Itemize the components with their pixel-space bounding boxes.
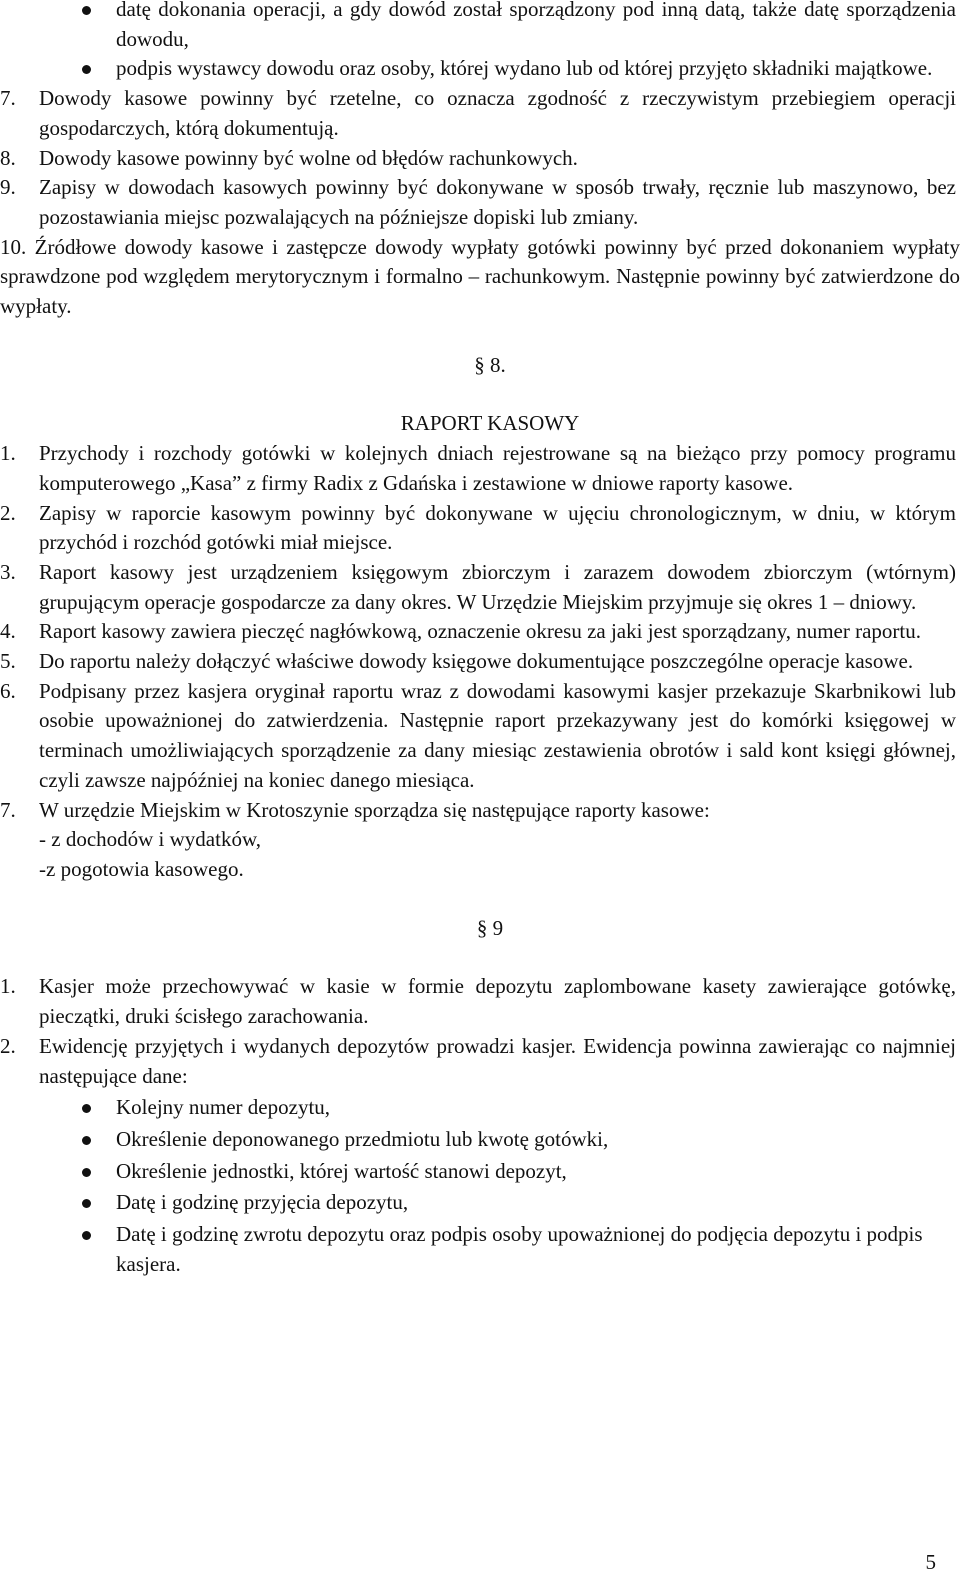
bullet-text: Określenie deponowanego przedmiotu lub kwotę gotówki, [116, 1126, 609, 1151]
bullet-text: podpis wystawcy dowodu oraz osoby, której wydano lub od której przyjęto składniki majątkowe. [116, 56, 933, 81]
item-number: 7. [0, 797, 16, 822]
bullet-icon [82, 1199, 91, 1208]
item-number: 8. [0, 145, 16, 170]
item-text: Kasjer może przechowywać w kasie w formie depozytu zaplombowane kasety zawierające gotówkę, pieczątki, druki ścisłego zarachowania. [39, 974, 956, 1029]
bullet-item [116, 1125, 956, 1155]
numbered-item [0, 144, 956, 174]
bullet-text: datę dokonania operacji, a gdy dowód został sporządzony pod inną datą, także datę sporządzenia dowodu, [116, 0, 956, 51]
dash-list-item: -z pogotowia kasowego. [39, 856, 244, 881]
item-text: Podpisany przez kasjera oryginał raportu wraz z dowodami kasowymi kasjer przekazuje Skarbnikowi lub osobie upoważnionej do zatwierdzenia. Następnie raport przekazywany jest do komórki księgowej w terminach umożliwiających sporządzenie za dany miesiąc zestawienia obrotów i sald kont księgi głównej, czyli zawsze najpóźniej na koniec danego miesiąca. [39, 678, 956, 792]
item-number: 1. [0, 441, 16, 466]
bullet-text: Określenie jednostki, której wartość stanowi depozyt, [116, 1158, 567, 1183]
bullet-item [116, 1220, 956, 1279]
bullet-item [116, 1093, 956, 1123]
bullet-icon [82, 1104, 91, 1113]
dash-list-item: - z dochodów i wydatków, [39, 827, 262, 852]
numbered-item [0, 1032, 956, 1091]
numbered-item [0, 972, 956, 1031]
bullet-item [116, 1188, 956, 1218]
item-text: Przychody i rozchody gotówki w kolejnych dniach rejestrowane są na bieżąco przy pomocy programu komputerowego „Kasa” z firmy Radix z Gdańska i zestawione w dniowe raporty kasowe. [39, 441, 956, 495]
item-number: 7. [0, 86, 16, 111]
numbered-item [0, 439, 956, 498]
item-text: Raport kasowy jest urządzeniem księgowym zbiorczym i zarazem dowodem zbiorczym (wtórnym) grupującym operacje gospodarcze za dany okres. W Urzędzie Miejskim przyjmuje się okres 1 – dniowy. [39, 559, 956, 614]
bullet-item [116, 1157, 956, 1187]
numbered-item [0, 647, 956, 677]
section-heading-8: § 8. [474, 352, 506, 377]
item-text: Zapisy w dowodach kasowych powinny być dokonywane w sposób trwały, ręcznie lub maszynowo, bez pozostawiania miejsc pozwalających na późniejsze dopiski lub zmiany. [39, 175, 956, 229]
numbered-item [0, 617, 956, 647]
item-number: 1. [0, 974, 16, 999]
item-number: 5. [0, 649, 16, 674]
numbered-item [0, 558, 956, 617]
bullet-text: Datę i godzinę zwrotu depozytu oraz podpis osoby upoważnionej do podjęcia depozytu i podpis kasjera. [116, 1222, 923, 1276]
numbered-item [0, 84, 956, 143]
bullet-item [116, 0, 956, 54]
numbered-item-10: 10. Źródłowe dowody kasowe i zastępcze dowody wypłaty gotówki powinny być przed dokonaniem wypłaty sprawdzone pod względem merytorycznym i formalno – rachunkowym. Następnie powinny być zatwierdzone do wypłaty. [0, 234, 960, 319]
bullet-icon [82, 1136, 91, 1145]
bullet-text: Kolejny numer depozytu, [116, 1095, 331, 1120]
item-number: 2. [0, 1033, 16, 1058]
item-number: 3. [0, 559, 16, 584]
item-text: Ewidencję przyjętych i wydanych depozytów prowadzi kasjer. Ewidencja powinna zawierając co najmniej następujące dane: [39, 1033, 956, 1088]
item-text: W urzędzie Miejskim w Krotoszynie sporządza się następujące raporty kasowe: [39, 797, 710, 822]
item-text: Dowody kasowe powinny być wolne od błędów rachunkowych. [39, 145, 578, 170]
section-heading-9: § 9 [476, 915, 504, 940]
numbered-item [0, 796, 956, 826]
bullet-icon [82, 65, 91, 74]
item-text: Do raportu należy dołączyć właściwe dowody księgowe dokumentujące poszczególne operacje kasowe. [39, 649, 914, 674]
bullet-text: Datę i godzinę przyjęcia depozytu, [116, 1190, 409, 1215]
section-title: RAPORT KASOWY [400, 411, 580, 436]
numbered-item [0, 173, 956, 232]
item-text: Raport kasowy zawiera pieczęć nagłówkową, oznaczenie okresu za jaki jest sporządzany, numer raportu. [39, 619, 921, 644]
item-number: 4. [0, 619, 16, 644]
item-number: 9. [0, 175, 16, 200]
item-text: Zapisy w raporcie kasowym powinny być dokonywane w ujęciu chronologicznym, w dniu, w którym przychód i rozchód gotówki miał miejsce. [39, 500, 956, 555]
item-text: Dowody kasowe powinny być rzetelne, co oznacza zgodność z rzeczywistym przebiegiem operacji gospodarczych, którą dokumentują. [39, 86, 956, 140]
bullet-icon [82, 6, 91, 15]
page-number: 5 [925, 1550, 936, 1575]
numbered-item [0, 677, 956, 796]
bullet-icon [82, 1231, 91, 1240]
numbered-item [0, 499, 956, 558]
item-number: 2. [0, 500, 16, 525]
bullet-icon [82, 1168, 91, 1177]
bullet-item [116, 54, 956, 84]
item-number: 6. [0, 678, 16, 703]
